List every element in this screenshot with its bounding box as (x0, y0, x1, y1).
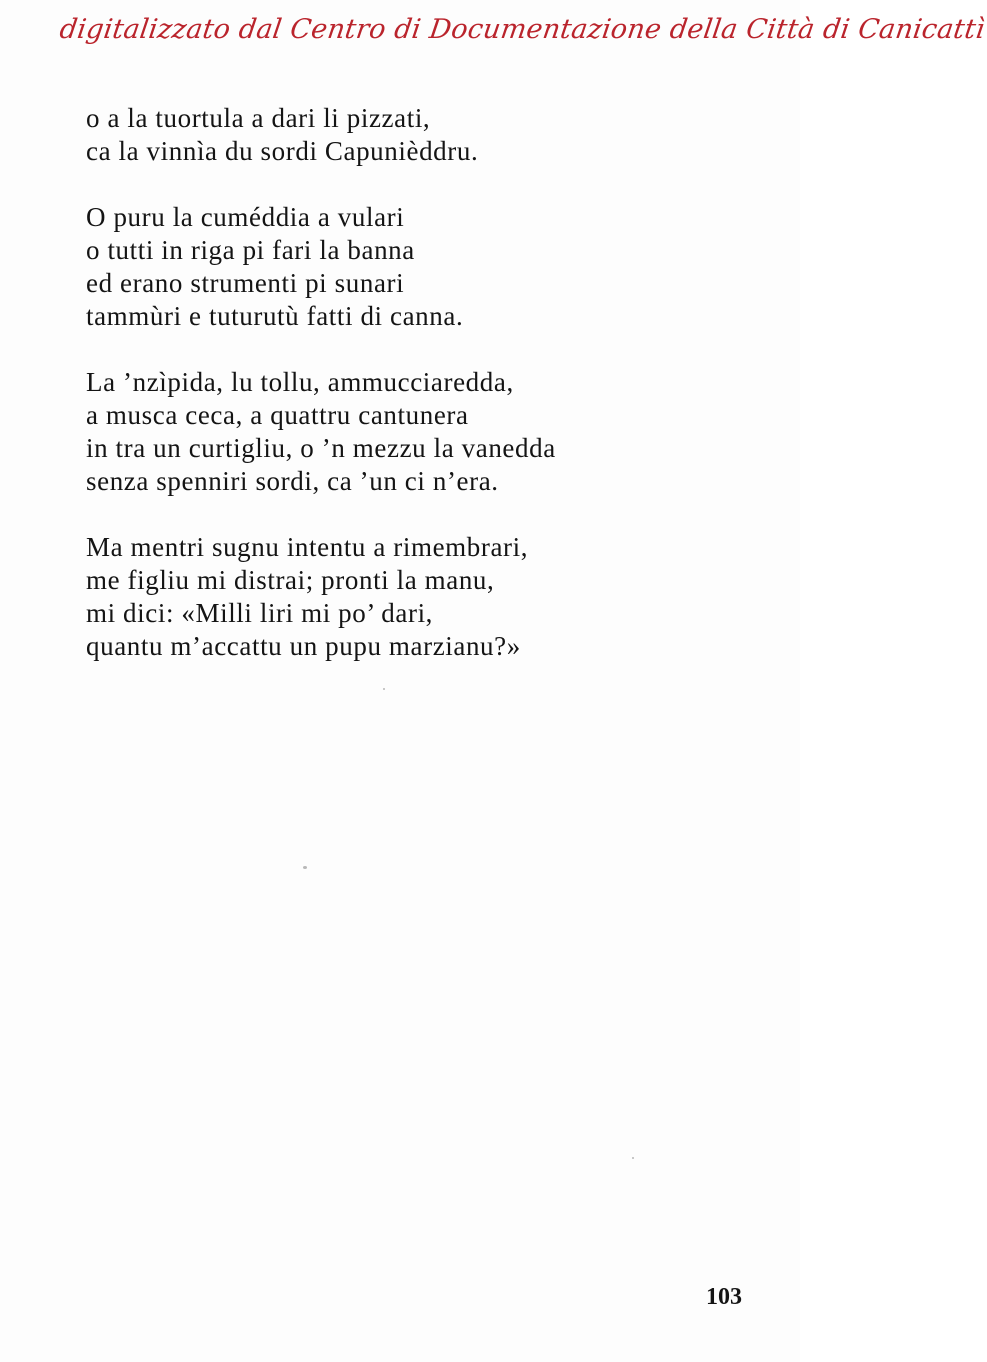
stanza-4 (86, 531, 766, 663)
scan-speck (632, 1157, 634, 1159)
poem-line: o a la tuortula a dari li pizzati, (86, 103, 431, 133)
page-number: 103 (706, 1284, 742, 1310)
poem-line: ed erano strumenti pi sunari (86, 268, 405, 298)
poem-line: a musca ceca, a quattru cantunera (86, 400, 469, 430)
digitization-watermark: digitalizzato dal Centro di Documentazione della Città di Canicattì (57, 14, 987, 45)
poem-body (86, 102, 766, 696)
poem-line: Ma mentri sugnu intentu a rimembrari, (86, 532, 529, 562)
poem-line: tammùri e tuturutù fatti di canna. (86, 301, 464, 331)
poem-line: senza spenniri sordi, ca ’un ci n’era. (86, 466, 499, 496)
poem-line: in tra un curtigliu, o ’n mezzu la vanedda (86, 433, 556, 463)
poem-line: O puru la cuméddia a vulari (86, 202, 405, 232)
poem-line: mi dici: «Milli liri mi po’ dari, (86, 598, 434, 628)
stanza-1 (86, 102, 766, 168)
stanza-3 (86, 366, 766, 498)
poem-line: ca la vinnìa du sordi Capunièddru. (86, 136, 479, 166)
scan-speck (383, 688, 385, 690)
poem-line: quantu m’accattu un pupu marzianu?» (86, 631, 521, 661)
stanza-2 (86, 201, 766, 333)
poem-line: o tutti in riga pi fari la banna (86, 235, 415, 265)
poem-line: La ’nzìpida, lu tollu, ammucciaredda, (86, 367, 514, 397)
scan-speck (303, 866, 307, 869)
poem-line: me figliu mi distrai; pronti la manu, (86, 565, 495, 595)
